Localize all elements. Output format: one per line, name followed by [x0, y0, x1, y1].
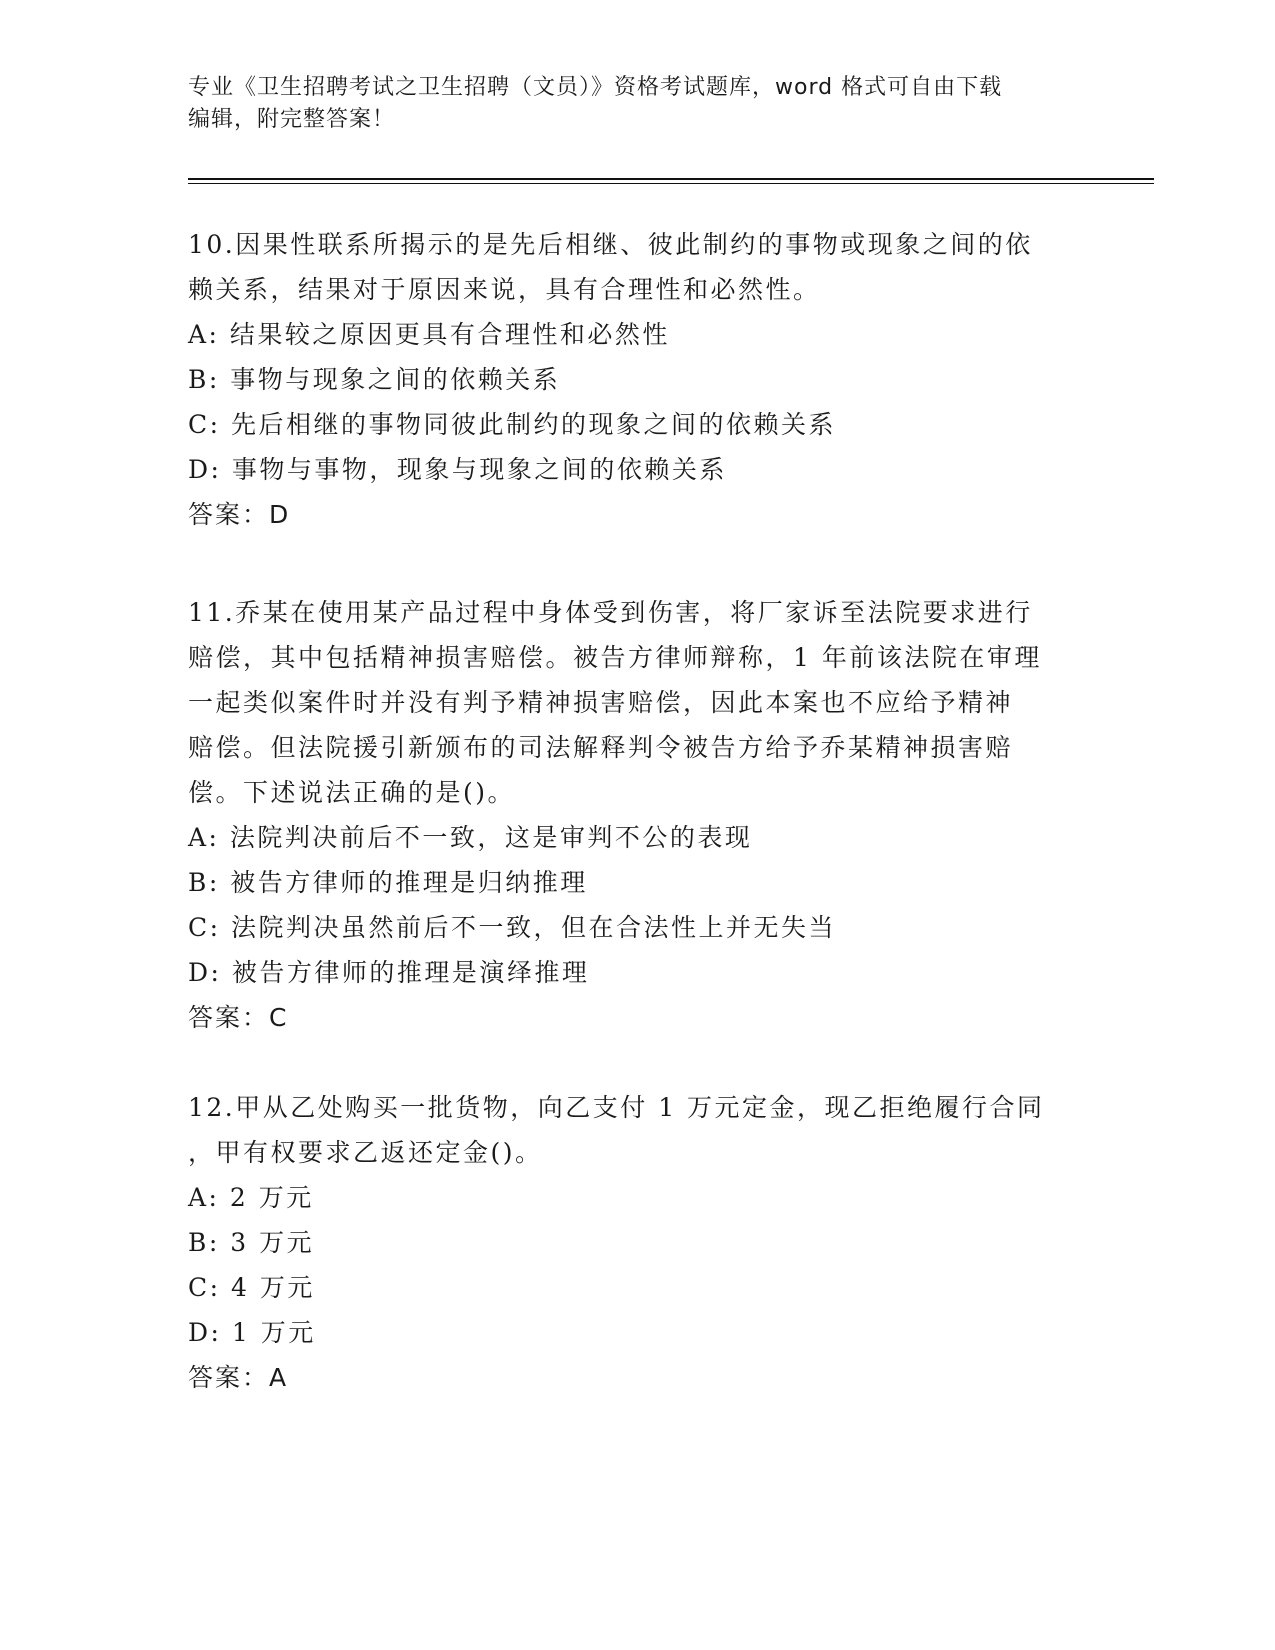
question-text: 12.甲从乙处购买一批货物，向乙支付 1 万元定金，现乙拒绝履行合同: [188, 1093, 1045, 1122]
option-a: A: 法院判决前后不一致，这是审判不公的表现: [188, 823, 753, 852]
option-d: D: 被告方律师的推理是演绎推理: [188, 958, 590, 987]
header-line: 专业《卫生招聘考试之卫生招聘（文员）》资格考试题库，word 格式可自由下载: [188, 75, 1003, 100]
option-c: C: 4 万元: [188, 1273, 315, 1302]
question-text: 一起类似案件时并没有判予精神损害赔偿，因此本案也不应给予精神: [188, 688, 1014, 717]
answer: 答案：D: [188, 500, 291, 529]
question-text: 赔偿，其中包括精神损害赔偿。被告方律师辩称，1 年前该法院在审理: [188, 643, 1042, 672]
answer: 答案：A: [188, 1363, 289, 1392]
question-text: 偿。下述说法正确的是()。: [188, 778, 516, 807]
option-c: C: 法院判决虽然前后不一致，但在合法性上并无失当: [188, 913, 837, 942]
option-d: D: 1 万元: [188, 1318, 316, 1347]
option-a: A: 2 万元: [188, 1183, 314, 1212]
question-text: 10.因果性联系所揭示的是先后相继、彼此制约的事物或现象之间的依: [188, 230, 1033, 259]
question-text: 赖关系，结果对于原因来说，具有合理性和必然性。: [188, 275, 821, 304]
header-divider: [188, 178, 1154, 180]
question-text: 11.乔某在使用某产品过程中身体受到伤害，将厂家诉至法院要求进行: [188, 598, 1033, 627]
header-divider: [188, 183, 1154, 184]
option-d: D: 事物与事物，现象与现象之间的依赖关系: [188, 455, 727, 484]
option-b: B: 3 万元: [188, 1228, 315, 1257]
option-a: A: 结果较之原因更具有合理性和必然性: [188, 320, 670, 349]
question-block: [188, 590, 1088, 1040]
answer: 答案：C: [188, 1003, 289, 1032]
option-b: B: 事物与现象之间的依赖关系: [188, 365, 561, 394]
document-header: [188, 72, 1088, 136]
question-text: 赔偿。但法院援引新颁布的司法解释判令被告方给予乔某精神损害赔: [188, 733, 1014, 762]
option-b: B: 被告方律师的推理是归纳推理: [188, 868, 588, 897]
question-text: ，甲有权要求乙返还定金()。: [188, 1138, 543, 1167]
question-block: [188, 222, 1088, 537]
header-line: 编辑，附完整答案！: [188, 107, 396, 132]
option-c: C: 先后相继的事物同彼此制约的现象之间的依赖关系: [188, 410, 837, 439]
question-block: [188, 1085, 1088, 1400]
